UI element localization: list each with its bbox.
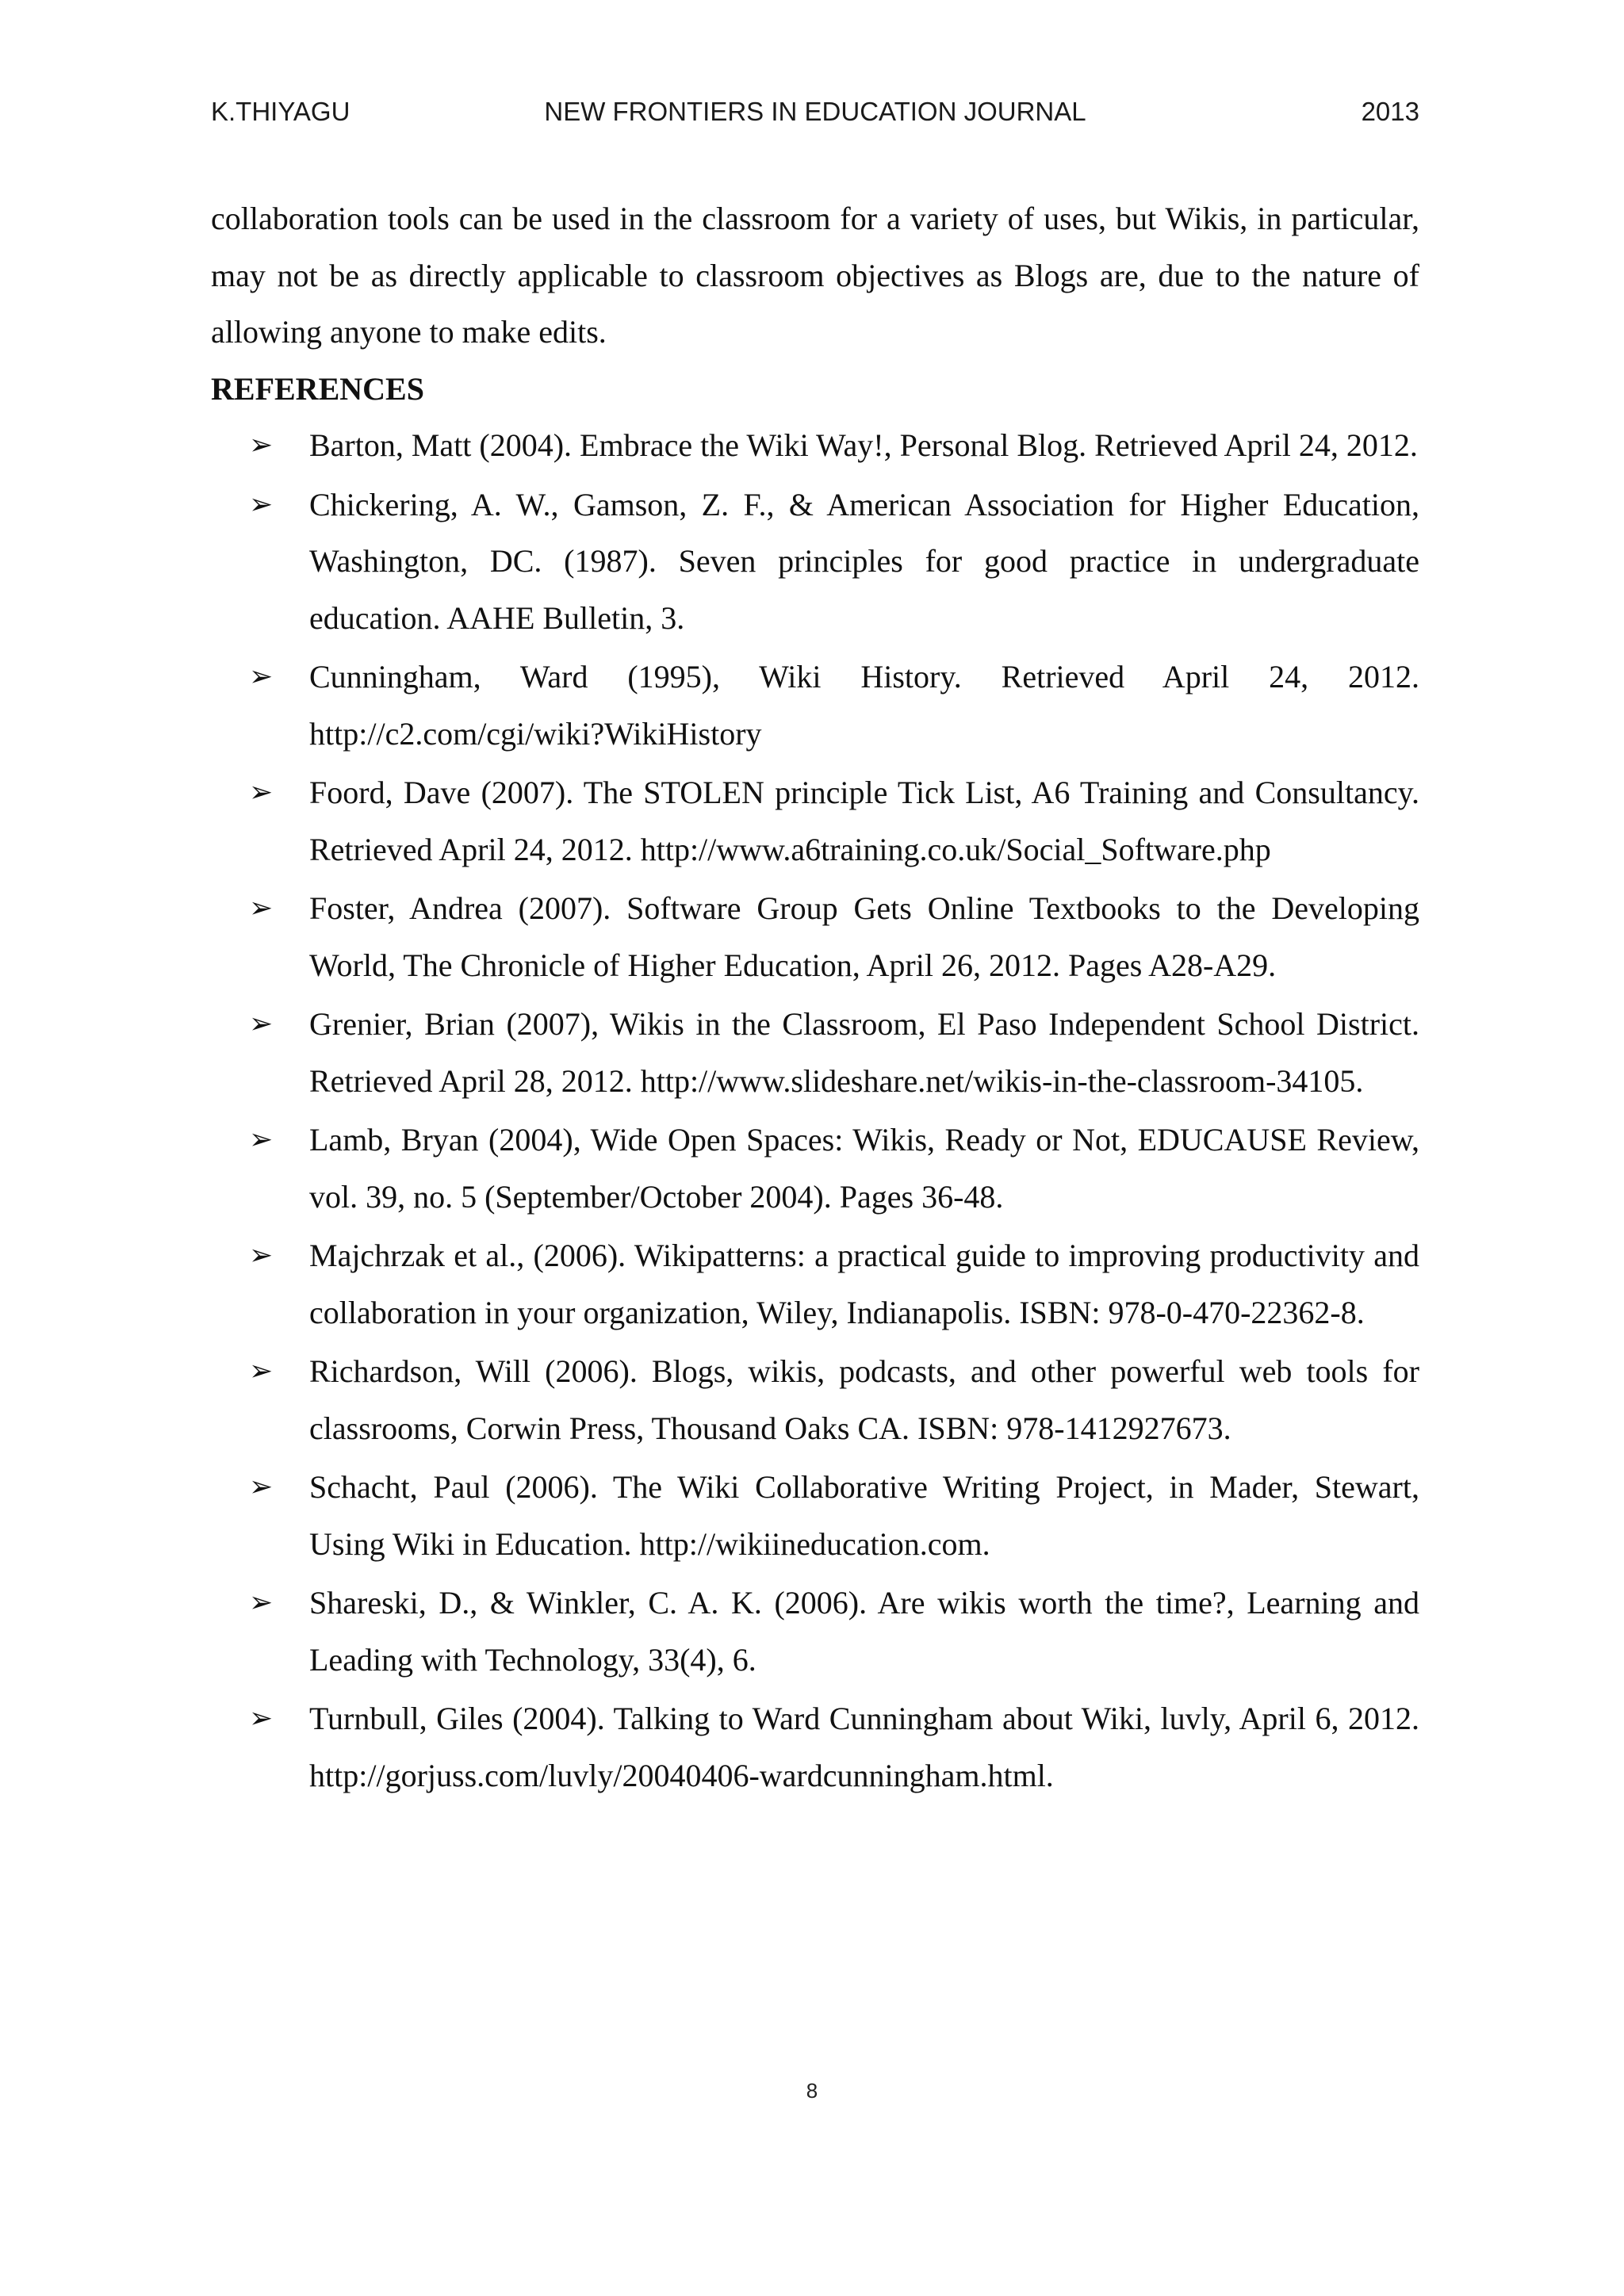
body-paragraph: collaboration tools can be used in the classroom for a variety of uses, but Wikis, in particular, may not be as directly applicable to classroom objectives as Blogs are, due to the nature of allowing anyone to make edits. (211, 201, 1419, 350)
running-header (211, 97, 1419, 136)
header-author: K.THIYAGU (211, 97, 350, 126)
reference-text: Foord, Dave (2007). The STOLEN principle Tick List, A6 Training and Consultancy. Retrieved April 24, 2012. http://www.a6training.co.uk/Social_Software.php (309, 775, 1419, 867)
reference-item (211, 1690, 1419, 1804)
arrowhead-bullet-icon: ➢ (249, 892, 274, 924)
reference-item (211, 1575, 1419, 1688)
arrowhead-bullet-icon: ➢ (249, 1702, 274, 1735)
reference-text: Schacht, Paul (2006). The Wiki Collaborative Writing Project, in Mader, Stewart, Using Wiki in Education. http://wikiineducation.com. (309, 1469, 1419, 1562)
reference-text: Shareski, D., & Winkler, C. A. K. (2006). Are wikis worth the time?, Learning and Leading with Technology, 33(4), 6. (309, 1585, 1419, 1678)
reference-text: Grenier, Brian (2007), Wikis in the Classroom, El Paso Independent School District. Retrieved April 28, 2012. http://www.slideshare.net/wikis-in-the-classroom-34105. (309, 1006, 1419, 1099)
reference-item (211, 1112, 1419, 1225)
arrowhead-bullet-icon: ➢ (249, 1008, 274, 1040)
references-heading: REFERENCES (211, 370, 424, 407)
reference-text: Chickering, A. W., Gamson, Z. F., & American Association for Higher Education, Washington, DC. (1987). Seven principles for good practice in undergraduate education. AAHE Bulletin, 3. (309, 486, 1419, 636)
reference-item (211, 1343, 1419, 1456)
reference-item (211, 649, 1419, 762)
arrowhead-bullet-icon: ➢ (249, 1586, 274, 1619)
reference-text: Richardson, Will (2006). Blogs, wikis, podcasts, and other powerful web tools for classrooms, Corwin Press, Thousand Oaks CA. ISBN: 978-1412927673. (309, 1353, 1419, 1446)
arrowhead-bullet-icon: ➢ (249, 488, 274, 521)
references-list (211, 417, 1419, 1804)
reference-item (211, 476, 1419, 647)
header-year: 2013 (1361, 97, 1419, 126)
reference-text: Turnbull, Giles (2004). Talking to Ward Cunningham about Wiki, luvly, April 6, 2012. http://gorjuss.com/luvly/20040406-wardcunningham.html. (309, 1701, 1419, 1793)
page-number: 8 (806, 2079, 818, 2103)
reference-text: Lamb, Bryan (2004), Wide Open Spaces: Wikis, Ready or Not, EDUCAUSE Review, vol. 39, no. 5 (September/October 2004). Pages 36-48. (309, 1122, 1419, 1215)
arrowhead-bullet-icon: ➢ (249, 1471, 274, 1503)
reference-item (211, 764, 1419, 878)
header-journal-title: NEW FRONTIERS IN EDUCATION JOURNAL (544, 97, 1086, 126)
reference-item (211, 1227, 1419, 1341)
arrowhead-bullet-icon: ➢ (249, 660, 274, 693)
reference-item (211, 996, 1419, 1109)
arrowhead-bullet-icon: ➢ (249, 429, 274, 461)
reference-text: Cunningham, Ward (1995), Wiki History. Retrieved April 24, 2012. http://c2.com/cgi/wiki?WikiHistory (309, 659, 1419, 752)
arrowhead-bullet-icon: ➢ (249, 1239, 274, 1272)
reference-item (211, 1459, 1419, 1572)
page-content (211, 190, 1419, 1804)
reference-item (211, 417, 1419, 474)
reference-text: Foster, Andrea (2007). Software Group Gets Online Textbooks to the Developing World, The Chronicle of Higher Education, April 26, 2012. Pages A28-A29. (309, 890, 1419, 983)
arrowhead-bullet-icon: ➢ (249, 1123, 274, 1156)
arrowhead-bullet-icon: ➢ (249, 1355, 274, 1387)
reference-item (211, 880, 1419, 993)
reference-text: Majchrzak et al., (2006). Wikipatterns: a practical guide to improving productivity and collaboration in your organization, Wiley, Indianapolis. ISBN: 978-0-470-22362-8. (309, 1238, 1419, 1330)
arrowhead-bullet-icon: ➢ (249, 776, 274, 809)
reference-text: Barton, Matt (2004). Embrace the Wiki Way!, Personal Blog. Retrieved April 24, 2012. (309, 427, 1418, 463)
